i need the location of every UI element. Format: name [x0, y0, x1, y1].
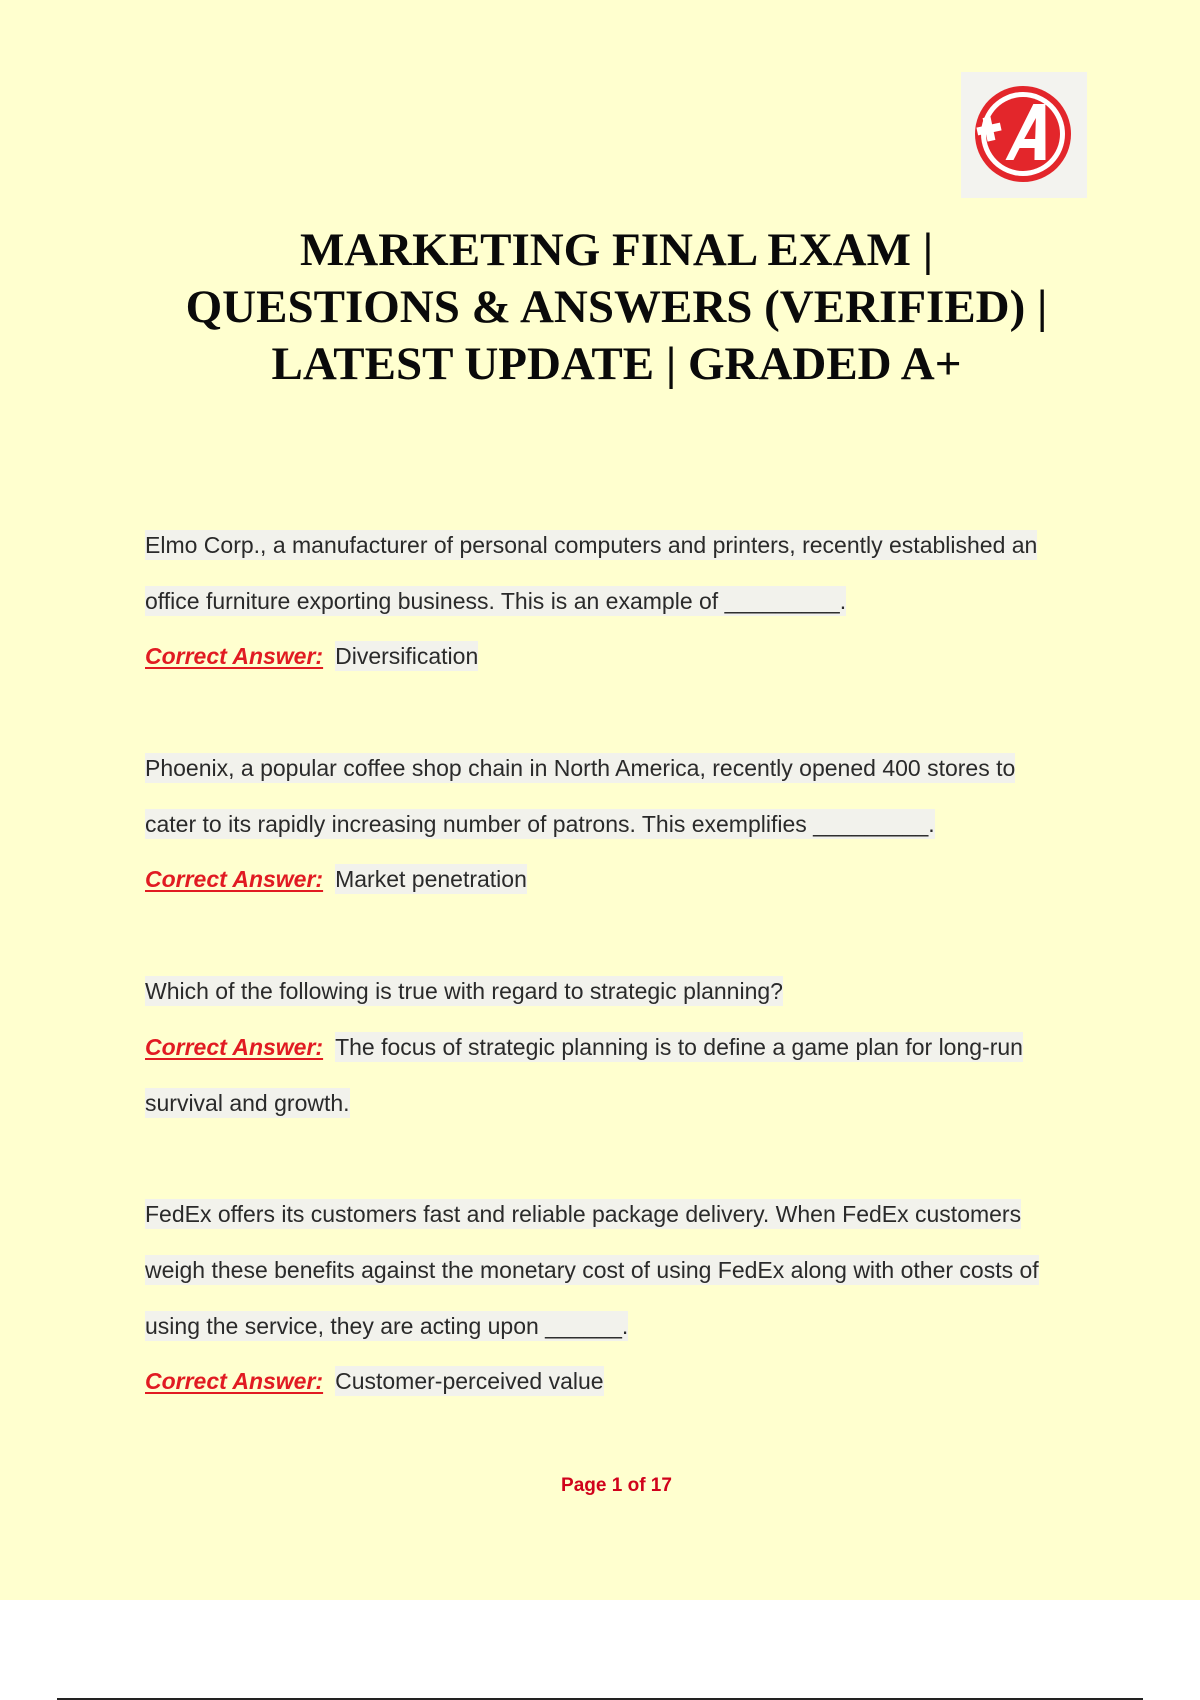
correct-answer-label: Correct Answer:	[145, 1033, 324, 1060]
question-line: cater to its rapidly increasing number of patrons. This exemplifies _________.	[145, 810, 935, 837]
qa-item	[145, 525, 1095, 692]
question-line: office furniture exporting business. This is an example of _________.	[145, 587, 847, 614]
qa-item	[145, 1194, 1095, 1417]
answer-text: survival and growth.	[145, 1089, 350, 1116]
answer-line	[145, 1083, 1095, 1139]
question-line: using the service, they are acting upon ______.	[145, 1312, 629, 1339]
correct-answer-label: Correct Answer:	[145, 643, 324, 670]
question-line: Which of the following is true with regard to strategic planning?	[145, 978, 783, 1005]
answer-text: Market penetration	[335, 866, 527, 893]
answer-text: The focus of strategic planning is to define a game plan for long-run	[335, 1033, 1023, 1060]
question-line: weigh these benefits against the monetary cost of using FedEx along with other costs of	[145, 1256, 1039, 1283]
question-line: Phoenix, a popular coffee shop chain in North America, recently opened 400 stores to	[145, 755, 1016, 782]
answer-line	[145, 636, 1095, 692]
question-line: Elmo Corp., a manufacturer of personal computers and printers, recently established an	[145, 532, 1038, 558]
document-title	[100, 222, 1133, 393]
qa-item	[145, 971, 1095, 1138]
grade-logo	[961, 72, 1087, 198]
title-line: MARKETING FINAL EXAM |	[299, 224, 934, 276]
title-line: LATEST UPDATE | GRADED A+	[271, 338, 962, 390]
correct-answer-label: Correct Answer:	[145, 866, 324, 893]
plus-a-logo-icon	[961, 72, 1087, 198]
question-line: FedEx offers its customers fast and reliable package delivery. When FedEx customers	[145, 1201, 1022, 1228]
correct-answer-label: Correct Answer:	[145, 1368, 324, 1395]
page-number: Page 1 of 17	[561, 1475, 672, 1496]
title-line: QUESTIONS & ANSWERS (VERIFIED) |	[185, 281, 1048, 333]
qa-list	[145, 525, 1095, 1473]
answer-text: Customer-perceived value	[335, 1368, 604, 1395]
answer-line	[145, 1361, 1095, 1417]
answer-line	[145, 859, 1095, 915]
answer-line	[145, 1027, 1095, 1083]
answer-text: Diversification	[335, 643, 479, 670]
qa-item	[145, 748, 1095, 915]
